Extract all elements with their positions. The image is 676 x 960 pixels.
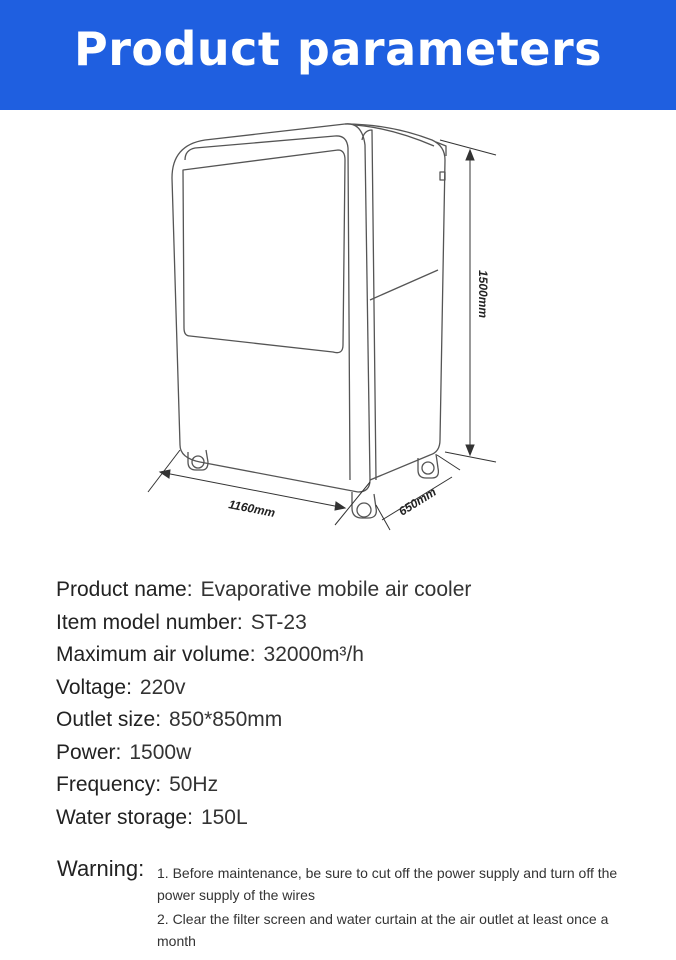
spec-row [56,672,656,705]
spec-list [56,574,656,834]
spec-label: Product name: [56,578,193,601]
cooler-front-face [172,124,370,492]
spec-value: 220v [139,675,186,699]
spec-value: 850*850mm [169,708,283,731]
air-cooler-dimension-drawing [140,118,520,538]
warning-list [157,862,647,954]
spec-value: 150L [200,805,248,829]
spec-row [56,639,656,672]
wheel-right [418,454,438,478]
spec-label: Outlet size: [56,708,162,731]
spec-label: Item model number: [56,610,243,634]
depth-dimension-label: 650mm [396,484,439,519]
spec-label: Maximum air volume: [56,643,256,666]
header-banner [0,0,676,110]
warning-item: 1. Before maintenance, be sure to cut off the power supply and turn off the power supply of the wires [157,865,618,903]
spec-value: ST-23 [250,610,307,634]
spec-label: Frequency: [56,773,162,796]
page-title: Product parameters [73,22,603,76]
warning-label: Warning: [57,856,145,881]
front-panel [183,150,345,353]
spec-row [56,704,656,737]
cooler-side-face [345,124,445,480]
spec-row [56,737,656,770]
spec-value: 32000m³/h [263,643,364,666]
warning-item: 2. Clear the filter screen and water curtain at the air outlet at least once a month [157,911,609,949]
spec-label: Power: [56,740,122,764]
spec-row [56,802,656,835]
spec-row [56,769,656,802]
spec-value: Evaporative mobile air cooler [200,578,472,601]
height-dimension-label: 1500mm [476,270,490,319]
spec-label: Voltage: [56,675,132,699]
spec-label: Water storage: [56,805,193,829]
spec-value: 1500w [129,740,192,764]
width-dimension-label: 1160mm [227,497,277,520]
spec-value: 50Hz [169,773,219,796]
wheel-front [352,492,376,518]
spec-row [56,607,656,640]
spec-row [56,574,656,607]
